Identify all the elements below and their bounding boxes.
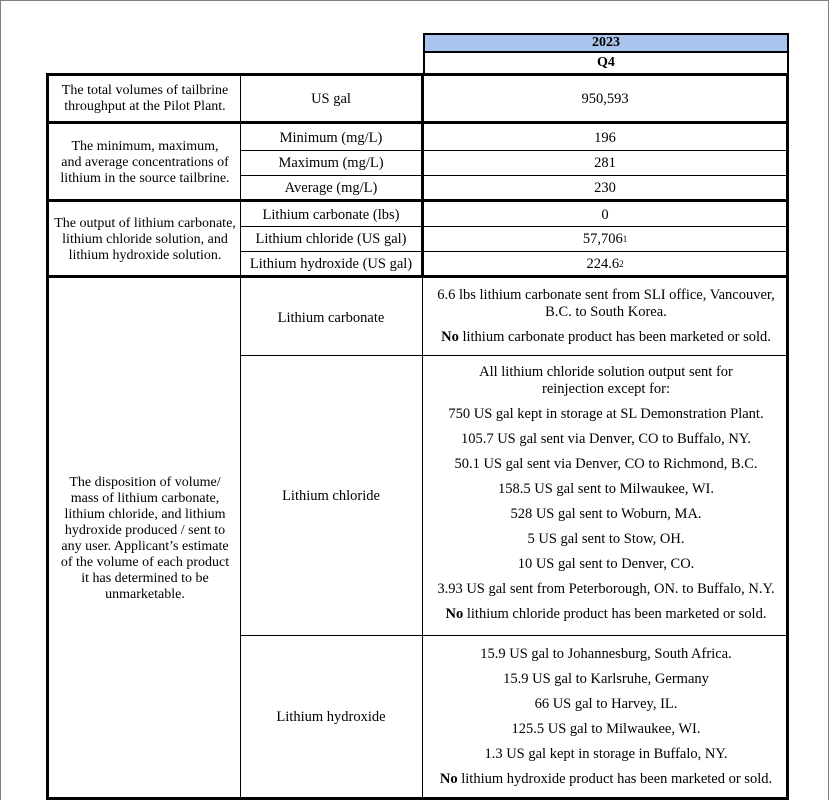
disp-carbonate-closing (441, 329, 771, 346)
min-unit-text: Minimum (mg/L) (279, 130, 383, 146)
disp-chloride-line: 5 US gal sent to Stow, OH. (527, 531, 685, 547)
page-frame-right (828, 0, 829, 800)
disp-carbonate-product-text: Lithium carbonate (277, 309, 385, 326)
disp-carbonate-product (241, 280, 421, 355)
chloride-unit (241, 227, 421, 251)
max-value-text: 281 (594, 155, 616, 171)
disp-hydroxide-closing (440, 771, 772, 788)
hydroxide-unit-text: Lithium hydroxide (US gal) (249, 255, 413, 272)
disp-hydroxide-line: 125.5 US gal to Milwaukee, WI. (511, 721, 701, 737)
disp-chloride-closing (446, 606, 767, 623)
disp-hydroxide-closing-bold: No (439, 771, 458, 787)
disp-chloride-line: 3.93 US gal sent from Peterborough, ON. to Buffalo, N.Y. (437, 581, 775, 597)
concentration-label-text: The minimum, maximum, and average concentrations of lithium in the source tailbrine. (60, 138, 230, 186)
chloride-value-text: 57,706 (582, 231, 623, 247)
min-unit (241, 126, 421, 150)
header-quarter (423, 53, 789, 73)
max-unit (241, 151, 421, 175)
disp-chloride-details (428, 364, 784, 634)
disp-hydroxide-details (428, 646, 784, 796)
header-year-text: 2023 (592, 35, 620, 50)
page-frame-left (0, 0, 1, 800)
disp-carbonate-closing-rest: lithium carbonate product has been marketed or sold. (458, 329, 771, 345)
carbonate-unit (241, 204, 421, 226)
disp-chloride-closing-bold: No (445, 606, 464, 622)
hydroxide-unit (241, 252, 421, 275)
disp-hydroxide-line: 66 US gal to Harvey, IL. (534, 696, 678, 712)
volume-label-text: The total volumes of tailbrine throughput at the Pilot Plant. (61, 82, 229, 114)
disp-chloride-product (241, 356, 421, 635)
carbonate-value-text: 0 (601, 207, 609, 223)
avg-unit-text: Average (mg/L) (284, 179, 378, 196)
col-divider-2-lower (422, 278, 423, 800)
volume-value (424, 76, 786, 121)
volume-unit-text: US gal (311, 90, 351, 107)
disp-chloride-line: 50.1 US gal sent via Denver, CO to Richmond, B.C. (454, 456, 758, 472)
disp-chloride-line: All lithium chloride solution output sent for reinjection except for: (479, 364, 733, 397)
disp-chloride-line: 10 US gal sent to Denver, CO. (517, 556, 695, 572)
output-label-text: The output of lithium carbonate, lithium chloride solution, and lithium hydroxide solution. (54, 215, 236, 263)
disp-hydroxide-line: 15.9 US gal to Johannesburg, South Africa. (480, 646, 732, 662)
disp-hydroxide-product (241, 636, 421, 797)
disp-carbonate-line: 6.6 lbs lithium carbonate sent from SLI office, Vancouver, B.C. to South Korea. (437, 287, 775, 320)
disp-hydroxide-line: 15.9 US gal to Karlsruhe, Germany (503, 671, 709, 687)
avg-value (424, 176, 786, 199)
disposition-label-text: The disposition of volume/ mass of lithium carbonate, lithium chloride, and lithium hydroxide produced / sent to any user. Applicant’s estimate of the volume of each product it has determined to be unmarketable. (60, 474, 230, 602)
max-value (424, 151, 786, 175)
avg-unit (241, 176, 421, 199)
disp-chloride-line: 105.7 US gal sent via Denver, CO to Buffalo, NY. (460, 431, 752, 447)
carbonate-value (424, 204, 786, 226)
disp-carbonate-closing-bold: No (441, 329, 459, 345)
volume-unit (241, 76, 421, 121)
header-quarter-text: Q4 (597, 55, 615, 70)
avg-value-text: 230 (594, 179, 616, 196)
volume-label (52, 76, 238, 121)
disp-hydroxide-line: 1.3 US gal kept in storage in Buffalo, NY. (484, 746, 728, 762)
disp-hydroxide-product-text: Lithium hydroxide (276, 708, 386, 725)
min-value-text: 196 (594, 130, 616, 146)
disp-chloride-line: 750 US gal kept in storage at SL Demonstration Plant. (448, 406, 764, 422)
page-frame-top (0, 0, 828, 1)
concentration-label (60, 126, 230, 199)
carbonate-unit-text: Lithium carbonate (lbs) (262, 207, 400, 223)
disp-chloride-product-text: Lithium chloride (282, 487, 380, 504)
header-year (423, 33, 789, 53)
output-label (52, 204, 238, 275)
chloride-value: 57,706 1 (582, 231, 628, 247)
chloride-unit-text: Lithium chloride (US gal) (255, 231, 407, 247)
disp-carbonate-details (428, 287, 784, 353)
disp-chloride-line: 528 US gal sent to Woburn, MA. (510, 506, 702, 522)
disp-chloride-line: 158.5 US gal sent to Milwaukee, WI. (498, 481, 714, 497)
hydroxide-value: 224.6 2 (586, 255, 624, 272)
volume-value-text: 950,593 (581, 90, 629, 107)
hydroxide-value-text: 224.6 (586, 255, 620, 272)
max-unit-text: Maximum (mg/L) (278, 155, 384, 171)
disp-hydroxide-closing-rest: lithium hydroxide product has been marketed or sold. (457, 771, 773, 787)
disposition-label (56, 280, 234, 797)
disp-chloride-closing-rest: lithium chloride product has been marketed or sold. (463, 606, 767, 622)
min-value (424, 126, 786, 150)
